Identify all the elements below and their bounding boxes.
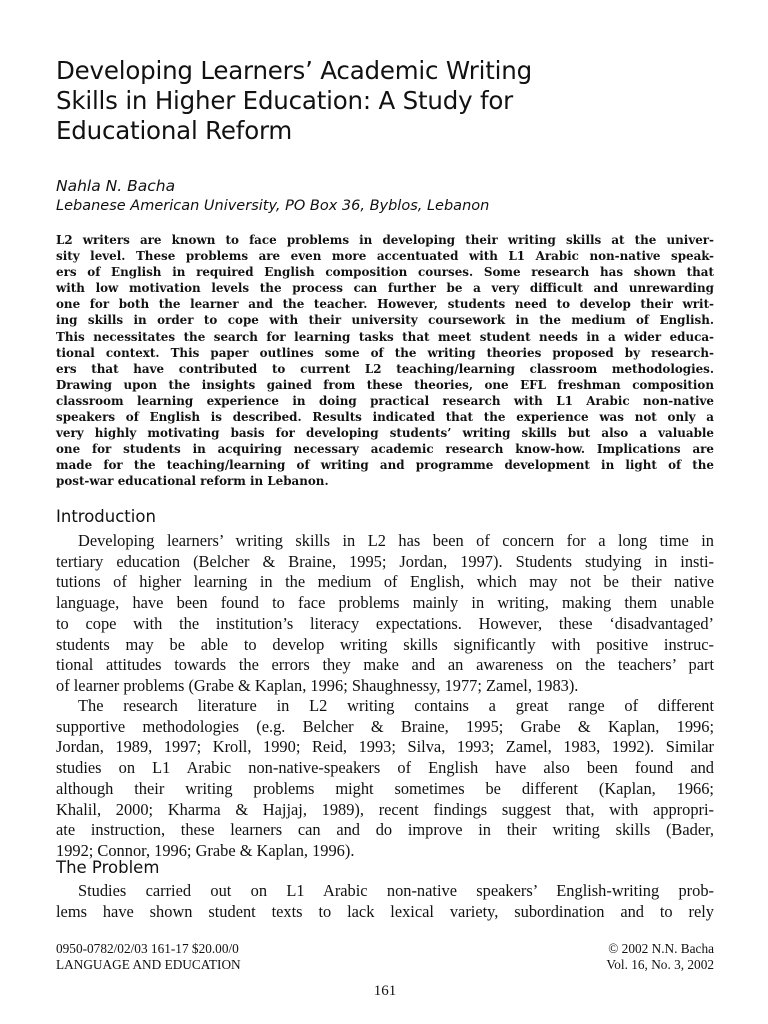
abstract-line: classroom learning experience in doing practical research with L1 Arabic non-native xyxy=(56,393,714,408)
copyright-line: © 2002 N.N. Bacha xyxy=(608,941,714,956)
body-line: to cope with the institution’s literacy expectations. However, these ‘disadvantaged’ xyxy=(56,613,714,633)
journal-name: LANGUAGE AND EDUCATION xyxy=(56,957,241,972)
introduction-paragraph-2 xyxy=(56,696,714,862)
title-line: Skills in Higher Education: A Study for xyxy=(56,86,514,115)
author-name: Nahla N. Bacha xyxy=(56,177,176,195)
issn-line: 0950-0782/02/03 161-17 $20.00/0 xyxy=(56,941,239,956)
abstract-line: This necessitates the search for learning tasks that meet student needs in a wider educa- xyxy=(56,329,714,344)
paper-page xyxy=(56,0,714,1024)
abstract-line: very highly motivating basis for developing students’ writing skills but also a valuable xyxy=(56,426,714,441)
abstract-line: one for both the learner and the teacher. However, students need to develop their writ- xyxy=(56,297,714,312)
page-number: 161 xyxy=(373,983,397,999)
volume-line: Vol. 16, No. 3, 2002 xyxy=(606,957,714,972)
abstract-line: one for students in acquiring necessary academic research know-how. Implications are xyxy=(56,442,714,457)
body-line: students may be able to develop writing skills significantly with positive instruc- xyxy=(56,634,714,654)
abstract-line: sity level. These problems are even more accentuated with L1 Arabic non-native speak- xyxy=(56,249,714,264)
body-line: Jordan, 1989, 1997; Kroll, 1990; Reid, 1993; Silva, 1993; Zamel, 1983, 1992). Similar xyxy=(56,737,714,757)
abstract-line: ers of English in required English composition courses. Some research has shown that xyxy=(56,265,714,280)
introduction-paragraph-1 xyxy=(56,531,714,697)
abstract-line: tional context. This paper outlines some of the writing theories proposed by research- xyxy=(56,345,714,360)
section-heading-introduction: Introduction xyxy=(56,507,156,526)
body-line: supportive methodologies (e.g. Belcher & Braine, 1995; Grabe & Kaplan, 1996; xyxy=(56,716,714,736)
body-line: of learner problems (Grabe & Kaplan, 1996; Shaughnessy, 1977; Zamel, 1983). xyxy=(56,675,579,695)
body-line: Khalil, 2000; Kharma & Hajjaj, 1989), recent findings suggest that, with appropri- xyxy=(56,799,714,819)
body-line: Developing learners’ writing skills in L2 has been of concern for a long time in xyxy=(78,531,714,550)
title-line: Educational Reform xyxy=(56,116,293,145)
body-line: although their writing problems might sometimes be different (Kaplan, 1966; xyxy=(56,778,714,798)
body-line: 1992; Connor, 1996; Grabe & Kaplan, 1996). xyxy=(56,840,355,860)
abstract-line: L2 writers are known to face problems in developing their writing skills at the univer- xyxy=(56,233,714,247)
body-line: lems have shown student texts to lack lexical variety, subordination and to rely xyxy=(56,901,714,921)
body-line: tional attitudes towards the errors they make and an awareness on the teachers’ part xyxy=(56,655,714,675)
abstract-line: with low motivation levels the process can further be a very difficult and unrewarding xyxy=(56,281,714,296)
section-heading-problem: The Problem xyxy=(56,858,160,877)
body-line: ate instruction, these learners can and do improve in their writing skills (Bader, xyxy=(56,820,714,840)
abstract-line: made for the teaching/learning of writing and programme development in light of the xyxy=(56,458,714,473)
abstract-line: Drawing upon the insights gained from these theories, one EFL freshman composition xyxy=(56,377,714,392)
paper-title xyxy=(56,56,714,146)
abstract-line: post-war educational reform in Lebanon. xyxy=(56,474,329,489)
abstract-line: ing skills in order to cope with their university coursework in the medium of English. xyxy=(56,313,714,328)
body-line: tertiary education (Belcher & Braine, 1995; Jordan, 1997). Students studying in insti- xyxy=(56,551,714,571)
abstract xyxy=(56,232,714,490)
abstract-line: speakers of English is described. Results indicated that the experience was not only a xyxy=(56,410,714,425)
body-line: tutions of higher learning in the medium of English, which may not be their native xyxy=(56,572,714,592)
body-line: studies on L1 Arabic non-native-speakers of English have also been found and xyxy=(56,758,714,778)
author-affiliation: Lebanese American University, PO Box 36, Byblos, Lebanon xyxy=(56,198,490,214)
body-line: language, have been found to face problems mainly in writing, making them unable xyxy=(56,593,714,613)
abstract-line: ers that have contributed to current L2 teaching/learning classroom methodologies. xyxy=(56,361,714,376)
body-line: The research literature in L2 writing contains a great range of different xyxy=(78,696,714,715)
problem-paragraph-1 xyxy=(56,881,714,922)
body-line: Studies carried out on L1 Arabic non-native speakers’ English-writing prob- xyxy=(78,881,714,900)
title-line: Developing Learners’ Academic Writing xyxy=(56,56,532,85)
